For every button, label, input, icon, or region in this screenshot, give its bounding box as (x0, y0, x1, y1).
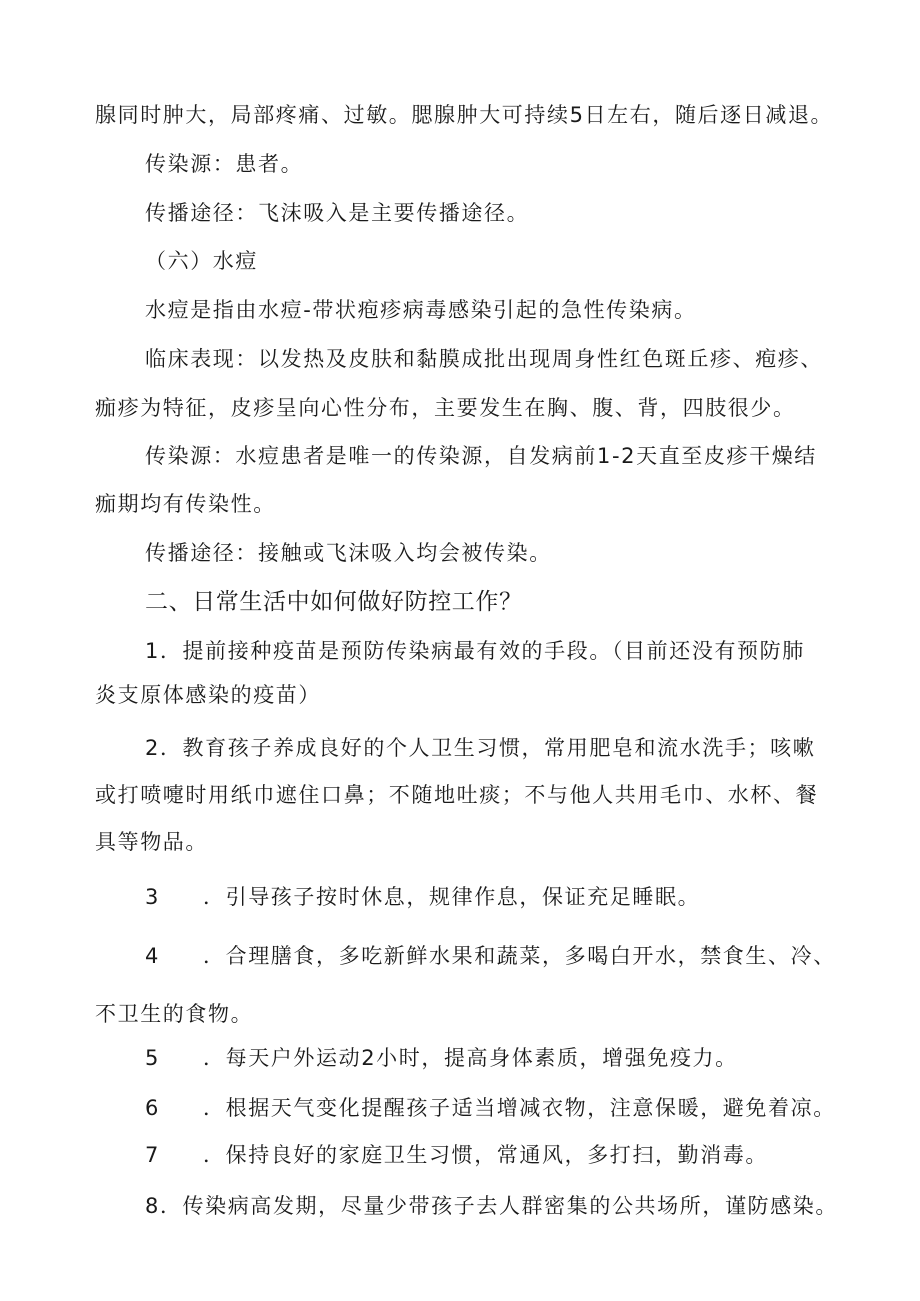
text-line: 具等物品。 (95, 830, 208, 854)
list-item (145, 941, 836, 971)
list-number: 6 (145, 1096, 160, 1120)
list-item-text: ．根据天气变化提醒孩子适当增减衣物，注意保暖，避免着凉。 (203, 1096, 836, 1120)
text-line: 传播途径：接触或飞沫吸入均会被传染。 (145, 541, 552, 565)
list-item-text: ．保持良好的家庭卫生习惯，常通风，多打扫，勤消毒。 (203, 1143, 768, 1167)
list-item: 1．提前接种疫苗是预防传染病最有效的手段。（目前还没有预防肺 (145, 639, 805, 663)
text-line: 炎支原体感染的疫苗） (95, 683, 321, 707)
text-line: 腺同时肿大，局部疼痛、过敏。腮腺肿大可持续5日左右，随后逐日减退。 (95, 103, 834, 127)
list-item (145, 1140, 768, 1170)
text-line: 临床表现：以发热及皮肤和黏膜成批出现周身性红色斑丘疹、疱疹、 (145, 347, 823, 371)
list-item: 2．教育孩子养成良好的个人卫生习惯，常用肥皂和流水洗手；咳嗽 (145, 736, 816, 760)
text-line: 传染源：水痘患者是唯一的传染源，自发病前1-2天直至皮疹干燥结 (145, 444, 817, 468)
text-line: 痂期均有传染性。 (95, 492, 276, 516)
list-item-text: ．引导孩子按时休息，规律作息，保证充足睡眠。 (203, 885, 701, 909)
list-item-text: ．每天户外运动2小时，提高身体素质，增强免疫力。 (203, 1046, 738, 1070)
list-number: 4 (145, 944, 160, 968)
text-line: 传染源：患者。 (145, 152, 304, 176)
text-line: 痂疹为特征，皮疹呈向心性分布，主要发生在胸、腹、背，四肢很少。 (95, 396, 796, 420)
list-item (145, 1043, 738, 1073)
text-line: 或打喷嚏时用纸巾遮住口鼻；不随地吐痰；不与他人共用毛巾、水杯、餐 (95, 783, 819, 807)
section-heading: （六）水痘 (145, 249, 258, 273)
list-item (145, 882, 700, 912)
text-line: 不卫生的食物。 (95, 1002, 254, 1026)
text-line: 水痘是指由水痘-带状疱疹病毒感染引起的急性传染病。 (145, 298, 697, 322)
list-number: 5 (145, 1046, 160, 1070)
list-number: 3 (145, 885, 160, 909)
list-item (145, 1093, 836, 1123)
text-line: 传播途径：飞沫吸入是主要传播途径。 (145, 201, 530, 225)
list-item-text: ．合理膳食，多吃新鲜水果和蔬菜，多喝白开水，禁食生、冷、 (203, 944, 836, 968)
list-item: 8．传染病高发期，尽量少带孩子去人群密集的公共场所，谨防感染。 (145, 1194, 838, 1218)
list-number: 7 (145, 1143, 160, 1167)
section-heading: 二、日常生活中如何做好防控工作？ (145, 589, 523, 615)
